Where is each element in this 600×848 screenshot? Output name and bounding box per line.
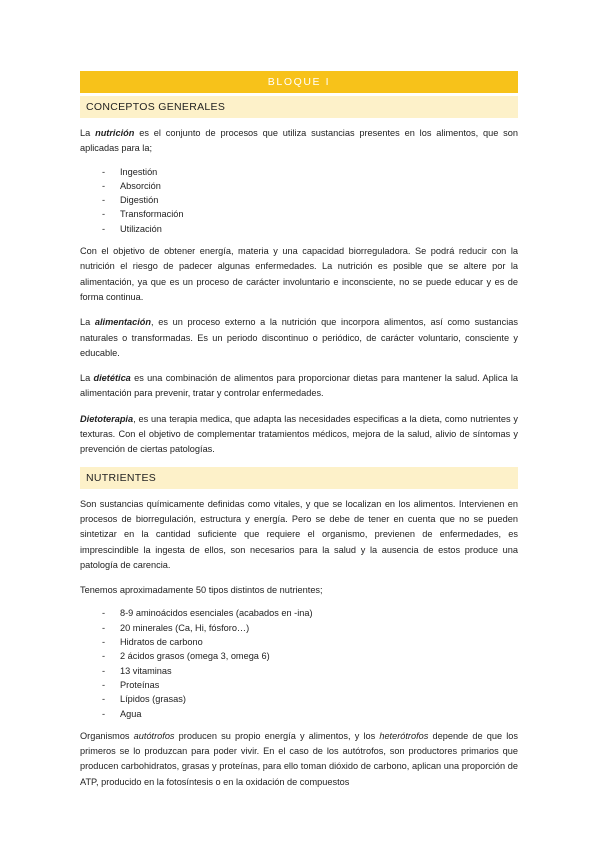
list-item: - Absorción	[80, 179, 518, 193]
text-fragment: depende de que los primeros se lo produzcan para poder vivir. En el caso de los autótrofos, son productores primarios que producen carbohidratos, grasas y proteínas, para ello toman dióxido de carbono, aplican una proporción de ATP, producido en la fotosíntesis o en la oxidación de compuestos	[80, 730, 518, 787]
list-item: - Utilización	[80, 222, 518, 236]
term-heterotrofos: heterótrofos	[379, 730, 429, 741]
paragraph-objetivo: Con el objetivo de obtener energía, materia y una capacidad biorreguladora. Se podrá reducir con la nutrición el riesgo de padecer algunas enfermedades. La nutrición es posible que se altere por la alimentación, ya que es un proceso de carácter involuntario e inconsciente, no se puede educar y es de forma continua.	[80, 246, 518, 302]
list-item: - Hidratos de carbono	[80, 635, 518, 649]
list-item: - 20 minerales (Ca, Hi, fósforo…)	[80, 621, 518, 635]
list-item: - Agua	[80, 707, 518, 721]
term-nutricion: nutrición	[95, 128, 135, 138]
text-fragment: La	[80, 128, 96, 138]
list-item: - 8-9 aminoácidos esenciales (acabados en -ina)	[80, 606, 518, 620]
term-alimentacion: alimentación	[94, 317, 152, 328]
paragraph-nutricion	[80, 126, 518, 157]
text-fragment: , es un proceso externo a la nutrición que incorpora alimentos, así como sustancias naturales o transformadas. Es un periodo discontinuo o periódico, de carácter voluntario, consciente y educable.	[80, 317, 518, 358]
list-item: - Transformación	[80, 207, 518, 221]
text-fragment: La	[80, 373, 94, 384]
section-heading-conceptos: CONCEPTOS GENERALES	[80, 96, 518, 118]
list-item: - Proteínas	[80, 678, 518, 692]
paragraph-organismos	[80, 729, 518, 790]
section-heading-nutrientes: NUTRIENTES	[80, 467, 518, 489]
text-fragment: , es una terapia medica, que adapta las necesidades especificas a la dieta, como nutrientes y texturas. Con el objetivo de complementar tratamientos médicos, mejora de la salud, alivio de síntomas y prevención de ciertas patologías.	[80, 413, 518, 455]
text-fragment: Organismos	[80, 730, 134, 741]
bloque-banner: BLOQUE I	[80, 71, 518, 93]
nutrientes-list	[80, 606, 518, 720]
paragraph-alimentacion	[80, 315, 518, 361]
list-item: - 2 ácidos grasos (omega 3, omega 6)	[80, 649, 518, 663]
list-item: - Lípidos (grasas)	[80, 692, 518, 706]
term-dietetica: dietética	[93, 373, 131, 384]
text-fragment: es el conjunto de procesos que utiliza sustancias presentes en los alimentos, que son aplicadas para la;	[80, 128, 518, 154]
text-fragment: La	[80, 317, 95, 328]
paragraph-nutrientes-intro: Son sustancias químicamente definidas como vitales, y que se localizan en los alimentos. Intervienen en procesos de biorregulación, estructura y energía. Pero se debe de tener en cuenta que no se pueden sintetizar en la cantidad suficiente que requiere el organismo, previenen de enfermedades, es imprescindible la ingesta de ellos, son necesarios para la salud y la ausencia de estos produce una patología de carencia.	[80, 498, 518, 570]
text-fragment: es una combinación de alimentos para proporcionar dietas para mantener la salud. Aplica la alimentación para prevenir, tratar y controlar enfermedades.	[80, 373, 518, 399]
procesos-list	[80, 165, 518, 236]
list-item: - Ingestión	[80, 165, 518, 179]
term-dietoterapia: Dietoterapia	[80, 413, 134, 424]
paragraph-tenemos: Tenemos aproximadamente 50 tipos distintos de nutrientes;	[80, 585, 323, 596]
paragraph-dietoterapia	[80, 412, 518, 458]
page-content	[80, 71, 518, 790]
list-item: - 13 vitaminas	[80, 664, 518, 678]
text-fragment: producen su propio energía y alimentos, y los	[174, 730, 380, 741]
list-item: - Digestión	[80, 193, 518, 207]
paragraph-dietetica	[80, 371, 518, 402]
term-autotrofos: autótrofos	[133, 730, 175, 741]
